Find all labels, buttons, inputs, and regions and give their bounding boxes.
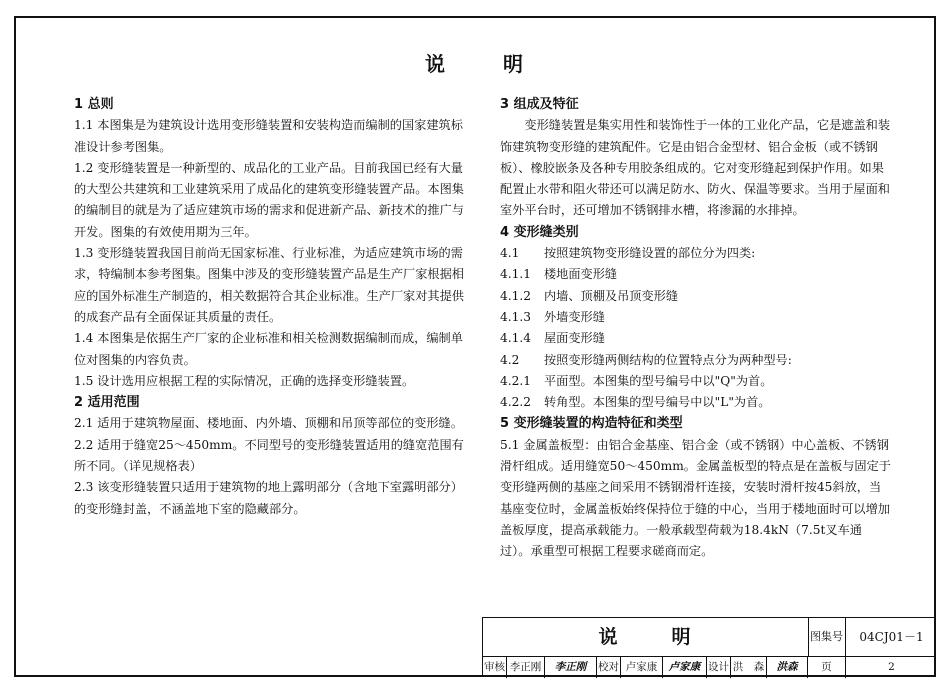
list-item bbox=[500, 371, 892, 392]
paragraph: 1.5 设计选用应根据工程的实际情况，正确的选择变形缝装置。 bbox=[74, 373, 415, 388]
paragraph: 2.2 适用于缝宽25～450mm。不同型号的变形缝装置适用的缝宽范围有所不同。（详见规格表） bbox=[74, 437, 464, 474]
right-column bbox=[500, 94, 892, 563]
list-item bbox=[500, 392, 892, 413]
checker-name: 卢家康 bbox=[621, 656, 663, 678]
paragraph: 1.4 本图集是依据生产厂家的企业标准和相关检测数据编制而成，编制单位对图集的内容负责。 bbox=[74, 331, 463, 367]
checker-signature: 卢家康 bbox=[663, 656, 707, 678]
section-heading: 2 适用范围 bbox=[74, 395, 140, 411]
section-heading: 4 变形缝类别 bbox=[500, 224, 579, 240]
list-item-text: 转角型。本图集的型号编号中以"L"为首。 bbox=[544, 395, 771, 410]
list-item-number: 4.1 bbox=[500, 246, 520, 261]
list-item bbox=[500, 286, 892, 307]
list-item bbox=[500, 307, 892, 328]
left-column bbox=[74, 94, 470, 520]
page-title bbox=[0, 48, 950, 77]
paragraph: 1.3 变形缝装置我国目前尚无国家标准、行业标准，为适应建筑市场的需求，特编制本参考图集。图集中涉及的变形缝装置产品是生产厂家根据相应的国外标准生产制造的，相关数据符合其企业标准。生产厂家对其提供的成套产品有全面保证其质量的责任。 bbox=[74, 246, 464, 324]
list-item-text: 内墙、顶棚及吊顶变形缝 bbox=[544, 288, 679, 303]
list-item-number: 4.2.2 bbox=[500, 395, 532, 410]
title-block-title-char-1: 说 bbox=[598, 626, 620, 648]
title-block-title bbox=[483, 618, 809, 656]
design-label: 设计 bbox=[707, 656, 731, 678]
title-block bbox=[482, 617, 936, 677]
section-heading: 1 总则 bbox=[74, 97, 114, 112]
list-item-text: 楼地面变形缝 bbox=[544, 267, 618, 282]
list-item-number: 4.1.2 bbox=[500, 288, 532, 303]
list-item-number: 4.2.1 bbox=[500, 373, 532, 388]
check-label: 校对 bbox=[597, 656, 621, 678]
designer-signature: 洪森 bbox=[767, 656, 808, 678]
list-item-number: 4.1.4 bbox=[500, 331, 532, 346]
section-heading: 5 变形缝装置的构造特征和类型 bbox=[500, 416, 683, 432]
list-item-text: 屋面变形缝 bbox=[544, 331, 605, 346]
paragraph: 2.1 适用于建筑物屋面、楼地面、内外墙、顶棚和吊顶等部位的变形缝。 bbox=[74, 416, 463, 431]
atlas-number-label: 图集号 bbox=[808, 618, 846, 656]
paragraph: 变形缝装置是集实用性和装饰性于一体的工业化产品，它是遮盖和装饰建筑物变形缝的建筑配件。它是由铝合金型材、铝合金板（或不锈钢板）、橡胶嵌条及各种专用胶条组成的。它对变形缝起到保护作用。如果配置止水带和阻火带还可以满足防水、防火、保温等要求。当用于屋面和室外平台时，还可增加不锈钢排水槽，将渗漏的水排掉。 bbox=[500, 118, 891, 218]
list-item-number: 4.1.3 bbox=[500, 309, 532, 324]
list-item-text: 按照变形缝两侧结构的位置特点分为两种型号: bbox=[544, 352, 792, 367]
list-item bbox=[500, 243, 892, 264]
page-label: 页 bbox=[808, 656, 846, 678]
list-item-number: 4.1.1 bbox=[500, 267, 532, 282]
page-title-char-1: 说 bbox=[425, 52, 447, 76]
paragraph: 1.1 本图集是为建筑设计选用变形缝装置和安装构造而编制的国家建筑标准设计参考图集。 bbox=[74, 118, 463, 154]
list-item-text: 平面型。本图集的型号编号中以"Q"为首。 bbox=[544, 373, 773, 388]
list-item-text: 外墙变形缝 bbox=[544, 309, 605, 324]
atlas-number: 04CJ01－1 bbox=[859, 630, 924, 644]
paragraph: 1.2 变形缝装置是一种新型的、成品化的工业产品。目前我国已经有大量的大型公共建筑和工业建筑采用了成品化的建筑变形缝装置产品。本图集的编制目的就是为了适应建筑市场的需求和促进新产品、新技术的推广与开发。图集的有效使用期为三年。 bbox=[74, 160, 464, 239]
page-number: 2 bbox=[888, 661, 895, 673]
list-item-text: 按照建筑物变形缝设置的部位分为四类: bbox=[544, 246, 756, 261]
list-item bbox=[500, 350, 892, 371]
list-item bbox=[500, 264, 892, 285]
list-item-number: 4.2 bbox=[500, 352, 520, 367]
review-label: 审核 bbox=[483, 656, 507, 678]
paragraph: 2.3 该变形缝装置只适用于建筑物的地上露明部分（含地下室露明部分）的变形缝封盖，不涵盖地下室的隐藏部分。 bbox=[74, 480, 463, 516]
section-heading: 3 组成及特征 bbox=[500, 97, 579, 112]
title-block-title-char-2: 明 bbox=[671, 626, 693, 648]
list-item bbox=[500, 328, 892, 349]
reviewer-signature: 李正刚 bbox=[545, 656, 597, 678]
page-title-char-2: 明 bbox=[503, 52, 525, 76]
reviewer-name: 李正刚 bbox=[507, 656, 545, 678]
designer-name: 洪 森 bbox=[731, 656, 767, 678]
paragraph: 5.1 金属盖板型：由铝合金基座、铝合金（或不锈钢）中心盖板、不锈钢滑杆组成。适用缝宽50～450mm。金属盖板型的特点是在盖板与固定于变形缝两侧的基座之间采用不锈钢滑杆连接，安装时滑杆按45斜放，当基座变位时，金属盖板始终保持位于缝的中心，当用于楼地面时可以增加盖板厚度，提高承载能力。一般承载型荷载为18.4kN（7.5t叉车通过）。承重型可根据工程要求磋商而定。 bbox=[500, 437, 891, 559]
